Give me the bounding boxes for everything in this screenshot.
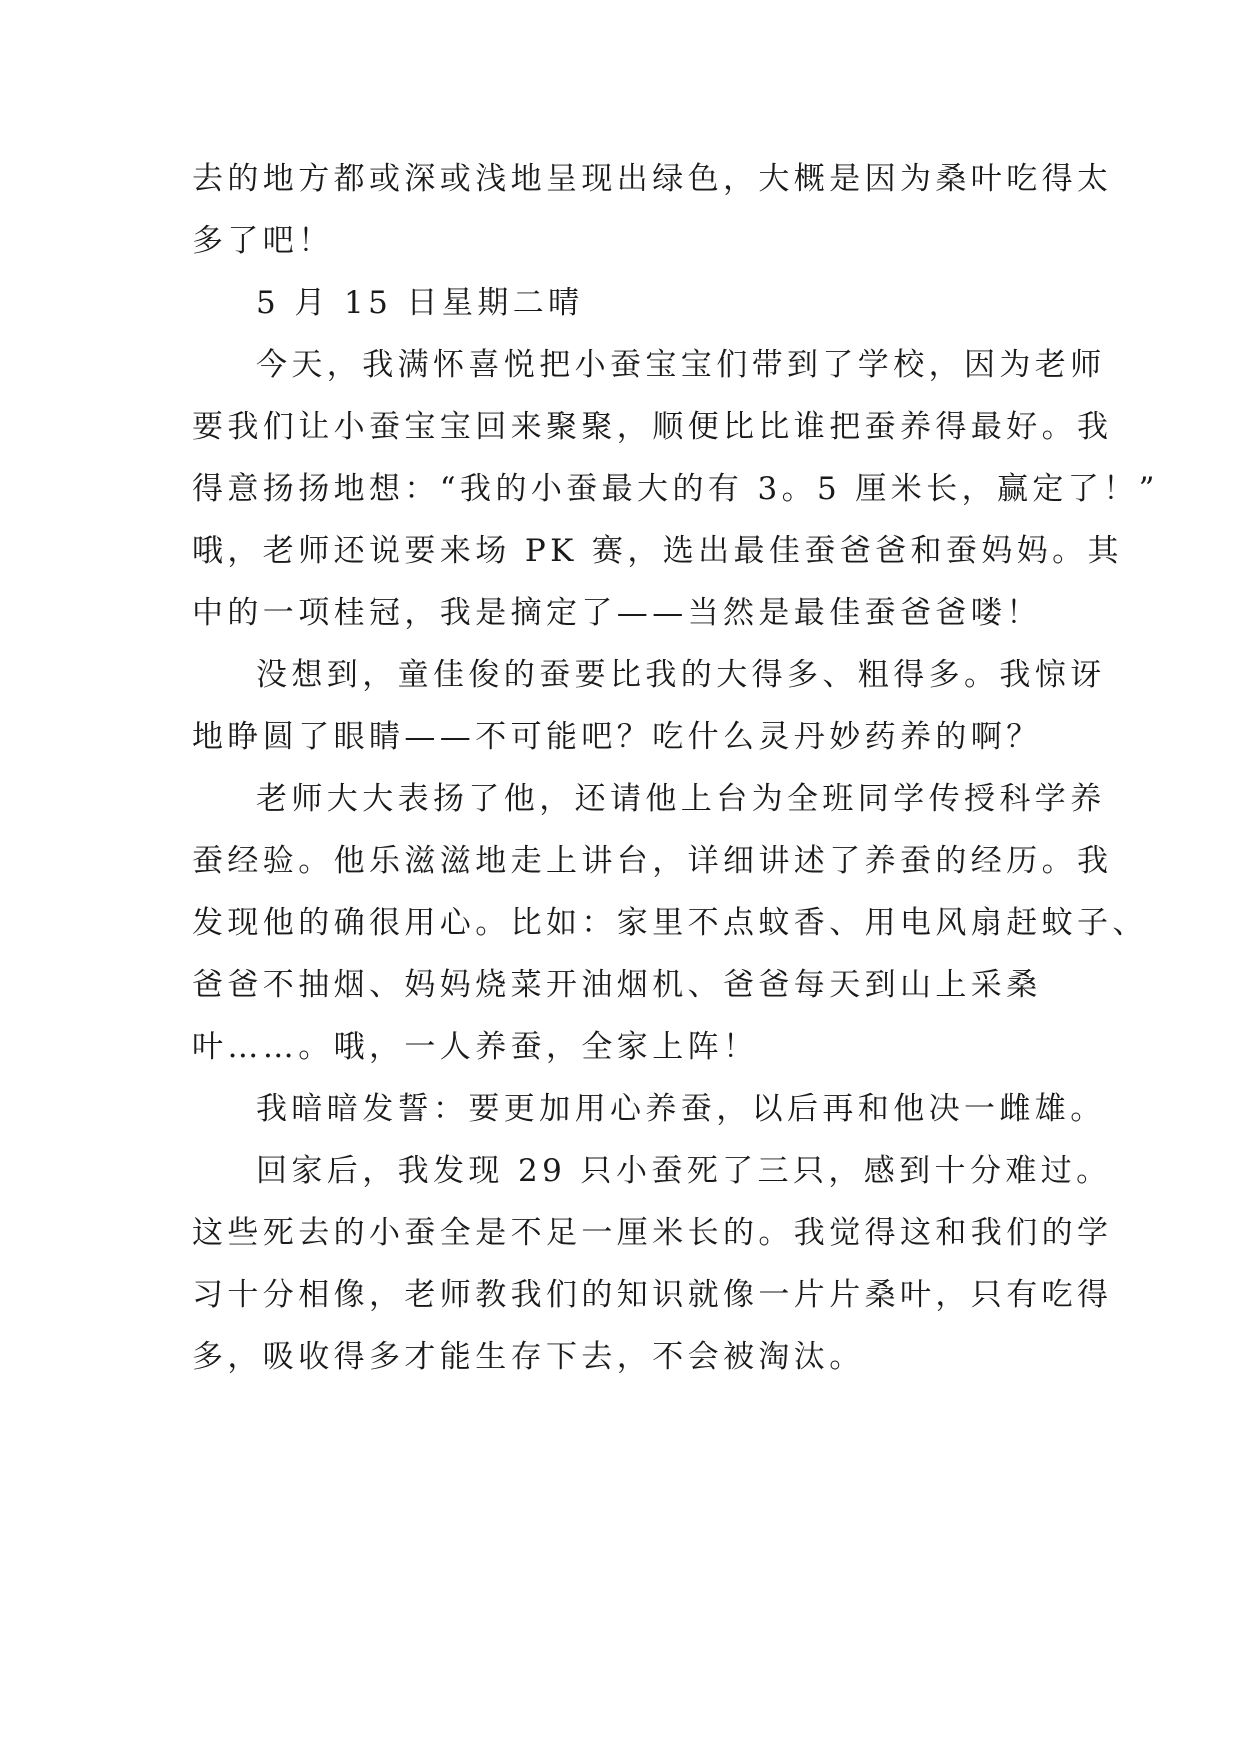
text-line: 发现他的确很用心。比如：家里不点蚊香、用电风扇赶蚊子、 <box>192 905 1148 941</box>
text-line: 老师大大表扬了他，还请他上台为全班同学传授科学养 <box>256 781 1106 817</box>
text-line: 得意扬扬地想：“我的小蚕最大的有 3。5 厘米长，赢定了！” <box>192 471 1159 507</box>
document-body <box>192 148 1159 1388</box>
paragraph-1 <box>192 148 1113 272</box>
text-line: 蚕经验。他乐滋滋地走上讲台，详细讲述了养蚕的经历。我 <box>192 843 1113 879</box>
text-line: 今天，我满怀喜悦把小蚕宝宝们带到了学校，因为老师 <box>256 347 1106 383</box>
text-line: 多，吸收得多才能生存下去，不会被淘汰。 <box>192 1339 865 1375</box>
text-line: 5 月 15 日星期二晴 <box>256 285 584 321</box>
text-line: 习十分相像，老师教我们的知识就像一片片桑叶，只有吃得 <box>192 1277 1113 1313</box>
text-line: 没想到，童佳俊的蚕要比我的大得多、粗得多。我惊讶 <box>256 657 1106 693</box>
text-line: 叶……。哦，一人养蚕，全家上阵！ <box>192 1029 759 1065</box>
text-line: 多了吧！ <box>192 223 334 259</box>
text-line: 要我们让小蚕宝宝回来聚聚，顺便比比谁把蚕养得最好。我 <box>192 409 1113 445</box>
text-line: 去的地方都或深或浅地呈现出绿色，大概是因为桑叶吃得太 <box>192 161 1113 197</box>
text-line: 我暗暗发誓：要更加用心养蚕，以后再和他决一雌雄。 <box>256 1091 1106 1127</box>
text-line: 这些死去的小蚕全是不足一厘米长的。我觉得这和我们的学 <box>192 1215 1113 1251</box>
paragraph-5 <box>192 768 1148 1078</box>
text-line: 爸爸不抽烟、妈妈烧菜开油烟机、爸爸每天到山上采桑 <box>192 967 1042 1003</box>
paragraph-4 <box>192 644 1106 768</box>
text-line: 回家后，我发现 29 只小蚕死了三只，感到十分难过。 <box>256 1153 1112 1189</box>
paragraph-7 <box>192 1140 1113 1388</box>
paragraph-date-heading <box>192 272 1062 334</box>
text-line: 中的一项桂冠，我是摘定了——当然是最佳蚕爸爸喽！ <box>192 595 1042 631</box>
text-line: 哦，老师还说要来场 PK 赛，选出最佳蚕爸爸和蚕妈妈。其 <box>192 533 1123 569</box>
paragraph-6 <box>192 1078 1106 1140</box>
text-line: 地睁圆了眼睛——不可能吧？吃什么灵丹妙药养的啊？ <box>192 719 1042 755</box>
paragraph-3 <box>192 334 1159 644</box>
